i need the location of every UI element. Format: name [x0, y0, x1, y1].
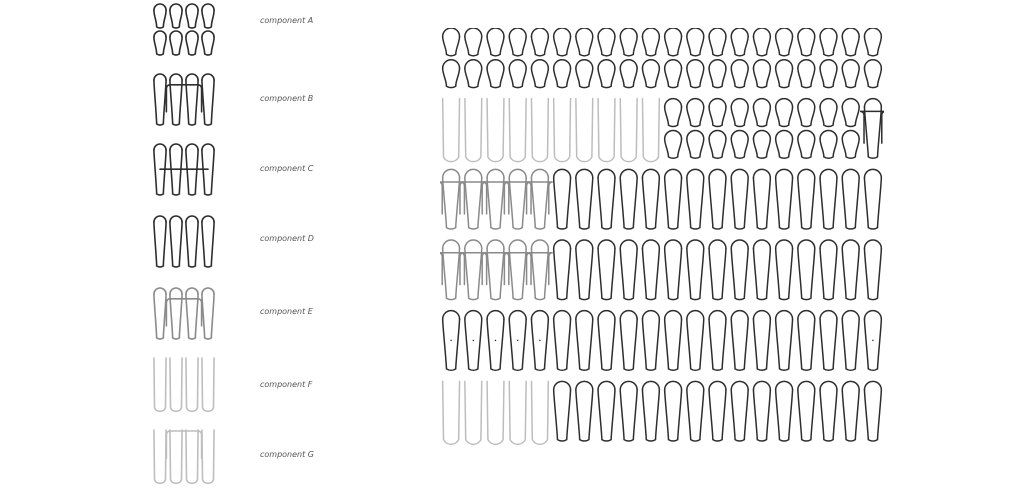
pattern-cell-1-19: [860, 99, 884, 159]
pattern-cell-3-10: [665, 240, 682, 300]
pattern-cell-4-8: [620, 311, 637, 371]
pattern-cell-2-15: [776, 169, 793, 229]
pattern-cell-0-14: [753, 28, 770, 88]
pattern-cell-1-16: [798, 99, 815, 159]
pattern-cell-5-14: [753, 381, 770, 441]
pattern-cell-1-17: [820, 99, 837, 159]
component-b-motif: [154, 74, 214, 125]
pattern-cell-2-4: [527, 169, 553, 229]
pattern-cell-0-5: [554, 28, 571, 88]
pattern-cell-2-5: [554, 169, 571, 229]
pattern-cell-4-13: [731, 311, 748, 371]
component-e-label: component E: [260, 307, 313, 316]
pattern-cell-2-3: [505, 169, 531, 229]
component-f-label: component F: [260, 380, 313, 389]
component-a-motif: [154, 4, 214, 55]
pattern-cell-0-2: [487, 28, 504, 88]
pattern-cell-4-18: [842, 311, 859, 371]
pattern-cell-2-13: [731, 169, 748, 229]
pattern-cell-5-1: [465, 381, 482, 444]
pattern-cell-3-3: [505, 240, 531, 300]
pattern-cell-5-8: [620, 381, 637, 441]
pattern-cell-5-10: [665, 381, 682, 441]
pattern-cell-3-18: [842, 240, 859, 300]
pattern-cell-5-18: [842, 381, 859, 441]
component-g-label: component G: [260, 450, 314, 459]
component-a-icon: [150, 2, 220, 68]
pattern-cell-4-0: [443, 311, 460, 371]
knit-pattern-diagram: [440, 28, 884, 452]
pattern-cell-4-10: [665, 311, 682, 371]
pattern-cell-0-12: [709, 28, 726, 88]
pattern-cell-5-7: [598, 381, 615, 441]
pattern-cell-2-12: [709, 169, 726, 229]
pattern-cell-3-1: [460, 240, 486, 300]
pattern-cell-3-7: [598, 240, 615, 300]
pattern-cell-4-19: [864, 311, 881, 371]
pattern-cell-2-7: [598, 169, 615, 229]
pattern-cell-1-14: [753, 99, 770, 159]
pattern-cell-3-19: [864, 240, 881, 300]
pattern-cell-1-7: [598, 99, 615, 162]
pattern-cell-1-15: [776, 99, 793, 159]
pattern-cell-4-14: [753, 311, 770, 371]
pattern-cell-0-8: [620, 28, 637, 88]
pattern-cell-1-13: [731, 99, 748, 159]
pattern-cell-5-2: [487, 381, 504, 444]
pattern-cell-2-17: [820, 169, 837, 229]
component-a-label: component A: [260, 16, 314, 25]
pattern-cell-4-5: [554, 311, 571, 371]
pattern-cell-5-19: [864, 381, 881, 441]
pattern-cell-3-4: [527, 240, 553, 300]
pattern-cell-4-1: [465, 311, 482, 371]
pattern-cell-1-9: [642, 99, 659, 162]
pattern-cell-0-15: [776, 28, 793, 88]
pattern-cell-0-18: [842, 28, 859, 88]
pattern-cell-0-3: [509, 28, 526, 88]
pattern-cell-5-4: [531, 381, 548, 444]
pattern-cell-1-4: [531, 99, 548, 162]
pattern-cell-4-17: [820, 311, 837, 371]
pattern-cell-4-12: [709, 311, 726, 371]
pattern-cell-3-8: [620, 240, 637, 300]
pattern-cell-3-14: [753, 240, 770, 300]
component-b-label: component B: [260, 94, 314, 103]
pattern-cell-5-13: [731, 381, 748, 441]
component-g-icon: [150, 428, 220, 494]
pattern-cell-4-9: [642, 311, 659, 371]
component-f-icon: [150, 356, 220, 422]
component-b-icon: [150, 72, 220, 138]
pattern-cell-4-11: [687, 311, 704, 371]
pattern-cell-5-17: [820, 381, 837, 441]
pattern-cell-4-6: [576, 311, 593, 371]
pattern-cell-1-12: [709, 99, 726, 159]
pattern-cell-0-1: [465, 28, 482, 88]
pattern-cell-3-5: [554, 240, 571, 300]
component-c-icon: [150, 142, 220, 208]
pattern-cell-1-6: [576, 99, 593, 162]
component-c-motif: [154, 144, 214, 195]
component-d-motif: [154, 216, 214, 267]
pattern-cell-1-11: [687, 99, 704, 159]
pattern-cell-0-13: [731, 28, 748, 88]
pattern-cell-2-18: [842, 169, 859, 229]
pattern-cell-3-0: [440, 240, 464, 300]
pattern-cell-5-11: [687, 381, 704, 441]
pattern-cell-3-2: [483, 240, 509, 300]
pattern-cell-1-3: [509, 99, 526, 162]
pattern-cell-3-13: [731, 240, 748, 300]
pattern-cell-4-7: [598, 311, 615, 371]
pattern-cell-2-19: [864, 169, 881, 229]
component-e-icon: [150, 286, 220, 352]
pattern-cell-0-11: [687, 28, 704, 88]
pattern-cell-4-15: [776, 311, 793, 371]
pattern-cell-5-15: [776, 381, 793, 441]
pattern-cell-2-9: [642, 169, 659, 229]
pattern-cell-5-3: [509, 381, 526, 444]
pattern-cell-0-19: [864, 28, 881, 88]
pattern-cell-2-14: [753, 169, 770, 229]
component-f-motif: [154, 358, 214, 411]
pattern-cell-0-16: [798, 28, 815, 88]
component-e-motif: [154, 288, 214, 339]
pattern-cell-5-9: [642, 381, 659, 441]
pattern-cell-1-1: [465, 99, 482, 162]
pattern-cell-1-5: [554, 99, 571, 162]
pattern-cell-2-8: [620, 169, 637, 229]
pattern-cell-0-6: [576, 28, 593, 88]
component-g-motif: [154, 430, 214, 483]
pattern-cell-5-12: [709, 381, 726, 441]
component-d-label: component D: [260, 234, 314, 243]
pattern-cell-3-17: [820, 240, 837, 300]
pattern-cell-2-1: [460, 169, 486, 229]
pattern-cell-3-6: [576, 240, 593, 300]
pattern-cell-2-11: [687, 169, 704, 229]
pattern-cell-3-11: [687, 240, 704, 300]
pattern-cell-3-16: [798, 240, 815, 300]
component-c-label: component C: [260, 164, 314, 173]
pattern-cell-0-4: [531, 28, 548, 88]
component-d-icon: [150, 214, 220, 280]
pattern-cell-5-16: [798, 381, 815, 441]
pattern-cell-2-0: [440, 169, 464, 229]
pattern-cell-0-7: [598, 28, 615, 88]
pattern-cell-0-9: [642, 28, 659, 88]
pattern-cell-2-2: [483, 169, 509, 229]
pattern-cell-5-0: [443, 381, 460, 444]
pattern-cell-0-0: [443, 28, 460, 88]
pattern-cell-4-2: [487, 311, 504, 371]
pattern-cell-4-16: [798, 311, 815, 371]
pattern-cell-2-10: [665, 169, 682, 229]
pattern-cell-5-5: [554, 381, 571, 441]
pattern-cell-1-8: [620, 99, 637, 162]
pattern-cell-0-17: [820, 28, 837, 88]
pattern-cell-2-16: [798, 169, 815, 229]
pattern-cell-5-6: [576, 381, 593, 441]
pattern-cell-4-4: [531, 311, 548, 371]
pattern-cell-2-6: [576, 169, 593, 229]
pattern-cell-0-10: [665, 28, 682, 88]
pattern-cell-4-3: [509, 311, 526, 371]
pattern-cell-3-9: [642, 240, 659, 300]
pattern-cell-1-0: [443, 99, 460, 162]
pattern-cell-3-15: [776, 240, 793, 300]
pattern-cell-1-10: [665, 99, 682, 159]
pattern-cell-1-2: [487, 99, 504, 162]
pattern-cell-3-12: [709, 240, 726, 300]
pattern-cell-1-18: [842, 99, 859, 159]
